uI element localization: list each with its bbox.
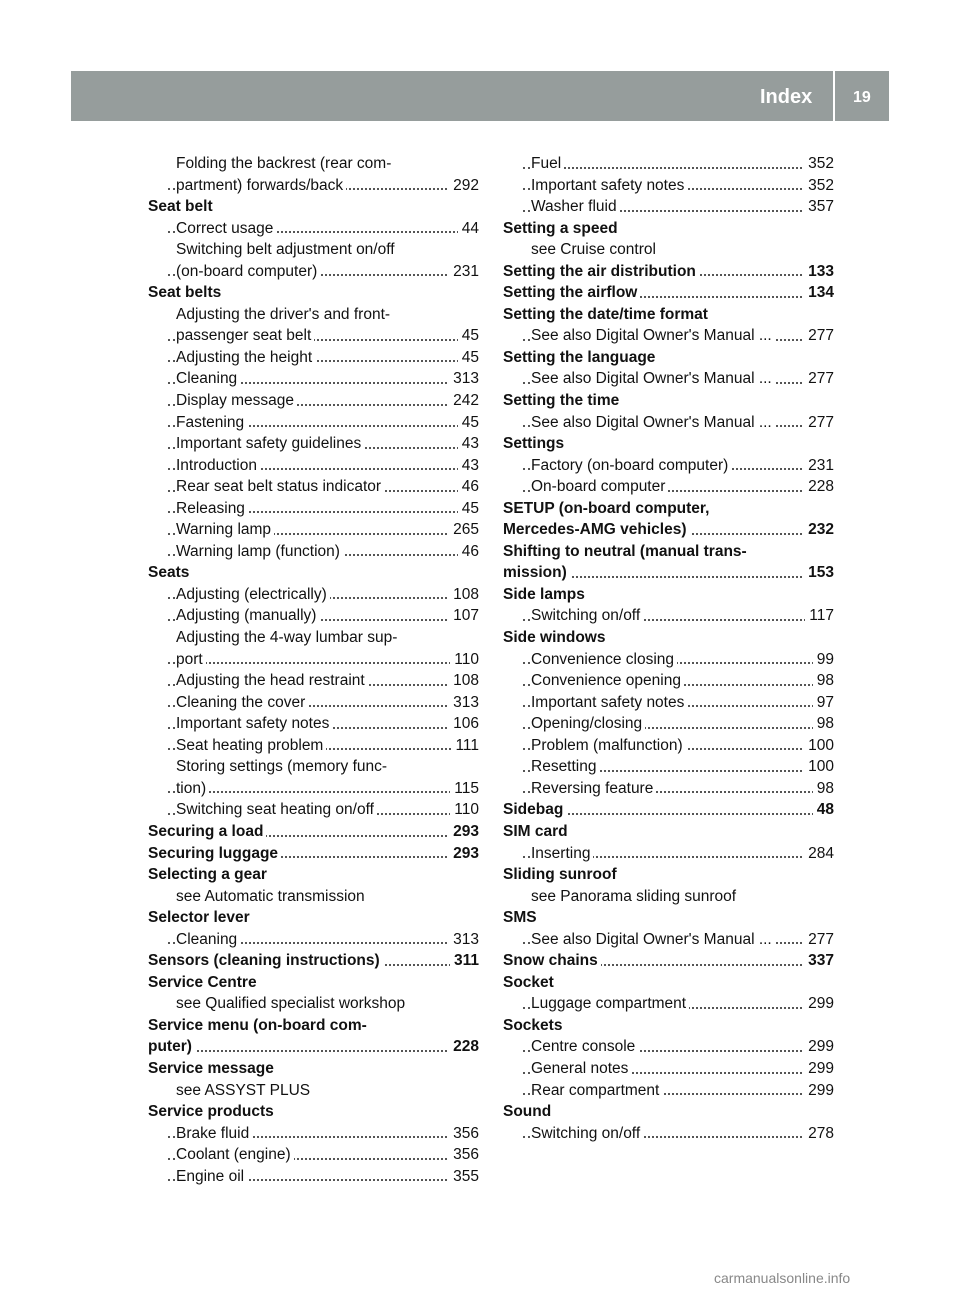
index-entry xyxy=(148,304,479,326)
entry-label: Switching seat heating on/off xyxy=(176,801,377,818)
index-entry xyxy=(148,239,479,261)
index-entry xyxy=(503,886,834,908)
entry-label: Fastening xyxy=(176,414,247,431)
entry-label: Display message xyxy=(176,392,297,409)
entry-label: Adjusting the head restraint xyxy=(176,672,368,689)
entry-label: Switching belt adjustment on/off xyxy=(176,241,398,258)
index-heading xyxy=(503,433,834,455)
index-column-right xyxy=(503,153,834,1144)
index-entry xyxy=(148,735,479,757)
entry-label: Side lamps xyxy=(503,586,588,603)
entry-label: Setting a speed xyxy=(503,220,621,237)
index-entry xyxy=(503,412,834,434)
index-heading xyxy=(503,972,834,994)
page-reference: 43 xyxy=(458,455,479,477)
entry-label: passenger seat belt xyxy=(176,327,314,344)
index-entry xyxy=(148,175,479,197)
entry-label: puter) xyxy=(148,1038,195,1055)
page-reference: 299 xyxy=(804,1036,834,1058)
entry-label: Socket xyxy=(503,974,557,991)
entry-label: Storing settings (memory func- xyxy=(176,758,390,775)
index-heading xyxy=(503,1101,834,1123)
index-entry xyxy=(503,735,834,757)
index-entry xyxy=(503,778,834,800)
entry-label: SETUP (on-board computer, xyxy=(503,500,712,517)
index-entry xyxy=(148,261,479,283)
entry-label: Important safety notes xyxy=(531,177,687,194)
page-number: 19 xyxy=(853,89,871,106)
index-heading xyxy=(503,864,834,886)
page-reference: 99 xyxy=(813,649,834,671)
index-entry xyxy=(503,993,834,1015)
entry-label: Sidebag xyxy=(503,801,566,818)
entry-label: Adjusting (electrically) xyxy=(176,586,330,603)
index-entry xyxy=(148,756,479,778)
page-reference: 278 xyxy=(804,1123,834,1145)
index-entry xyxy=(148,993,479,1015)
index-entry xyxy=(503,756,834,778)
page-reference: 110 xyxy=(450,799,479,821)
index-entry xyxy=(148,713,479,735)
entry-label: Problem (malfunction) xyxy=(531,737,686,754)
entry-label: Seat belts xyxy=(148,284,224,301)
index-entry xyxy=(503,843,834,865)
entry-label: Setting the date/time format xyxy=(503,306,711,323)
page-reference: 117 xyxy=(805,605,834,627)
index-column-left xyxy=(148,153,479,1187)
index-entry xyxy=(148,1144,479,1166)
page-reference: 299 xyxy=(804,1058,834,1080)
index-entry xyxy=(503,476,834,498)
entry-label: Sensors (cleaning instructions) xyxy=(148,952,383,969)
page-reference: 110 xyxy=(450,649,479,671)
entry-label: See also Digital Owner's Manual ... xyxy=(531,327,775,344)
index-entry xyxy=(503,929,834,951)
entry-label: Folding the backrest (rear com- xyxy=(176,155,394,172)
index-entry xyxy=(148,325,479,347)
index-entry xyxy=(148,778,479,800)
entry-label: Coolant (engine) xyxy=(176,1146,294,1163)
page-reference: 313 xyxy=(449,929,479,951)
page-reference: 231 xyxy=(449,261,479,283)
index-entry xyxy=(148,799,479,821)
page-reference: 44 xyxy=(458,218,479,240)
entry-label: Important safety notes xyxy=(176,715,332,732)
entry-label: Selecting a gear xyxy=(148,866,270,883)
page-reference: 231 xyxy=(804,455,834,477)
index-heading xyxy=(148,821,479,843)
index-heading xyxy=(503,347,834,369)
index-entry xyxy=(503,1080,834,1102)
page-reference: 293 xyxy=(449,843,479,865)
page-reference: 133 xyxy=(804,261,834,283)
index-heading xyxy=(148,1015,479,1037)
index-heading xyxy=(148,972,479,994)
page-reference: 311 xyxy=(450,950,479,972)
entry-label: Factory (on-board computer) xyxy=(531,457,731,474)
entry-label: Mercedes-AMG vehicles) xyxy=(503,521,690,538)
page-reference: 98 xyxy=(813,713,834,735)
entry-label: Snow chains xyxy=(503,952,601,969)
entry-label: Sliding sunroof xyxy=(503,866,620,883)
entry-label: Centre console xyxy=(531,1038,638,1055)
entry-label: Sound xyxy=(503,1103,554,1120)
page-reference: 352 xyxy=(804,153,834,175)
page-reference: 153 xyxy=(804,562,834,584)
entry-label: tion) xyxy=(176,780,209,797)
page-reference: 45 xyxy=(458,412,479,434)
index-entry xyxy=(503,455,834,477)
index-entry xyxy=(148,498,479,520)
index-heading xyxy=(148,1036,479,1058)
index-entry xyxy=(148,412,479,434)
page-reference: 106 xyxy=(449,713,479,735)
entry-label: see ASSYST PLUS xyxy=(176,1082,313,1099)
index-entry xyxy=(503,1036,834,1058)
index-entry xyxy=(503,670,834,692)
index-heading xyxy=(503,1015,834,1037)
entry-label: Releasing xyxy=(176,500,248,517)
entry-label: see Automatic transmission xyxy=(176,888,368,905)
index-entry xyxy=(148,1080,479,1102)
index-entry xyxy=(503,1123,834,1145)
entry-label: Engine oil xyxy=(176,1168,247,1185)
page-reference: 48 xyxy=(813,799,834,821)
index-heading xyxy=(503,261,834,283)
entry-label: Shifting to neutral (manual trans- xyxy=(503,543,750,560)
entry-label: See also Digital Owner's Manual ... xyxy=(531,414,775,431)
index-heading xyxy=(148,1058,479,1080)
entry-label: SIM card xyxy=(503,823,571,840)
index-entry xyxy=(148,1123,479,1145)
entry-label: see Cruise control xyxy=(531,241,659,258)
entry-label: Important safety notes xyxy=(531,694,687,711)
index-entry xyxy=(503,605,834,627)
watermark: carmanualsonline.info xyxy=(714,1270,851,1286)
page-reference: 337 xyxy=(804,950,834,972)
index-heading xyxy=(503,218,834,240)
page-reference: 228 xyxy=(449,1036,479,1058)
page-reference: 111 xyxy=(451,735,479,757)
entry-label: Seat belt xyxy=(148,198,216,215)
page-reference: 45 xyxy=(458,498,479,520)
entry-label: Seat heating problem xyxy=(176,737,326,754)
page-reference: 97 xyxy=(813,692,834,714)
index-heading xyxy=(503,907,834,929)
index-heading xyxy=(503,390,834,412)
index-entry xyxy=(503,325,834,347)
entry-label: Securing luggage xyxy=(148,845,281,862)
entry-label: Switching on/off xyxy=(531,607,643,624)
entry-label: Convenience opening xyxy=(531,672,684,689)
page-reference: 108 xyxy=(449,584,479,606)
page-reference: 277 xyxy=(804,412,834,434)
entry-label: Sockets xyxy=(503,1017,565,1034)
index-entry xyxy=(503,649,834,671)
index-heading xyxy=(148,562,479,584)
index-heading xyxy=(148,196,479,218)
index-entry xyxy=(503,1058,834,1080)
entry-label: partment) forwards/back xyxy=(176,177,346,194)
page-reference: 313 xyxy=(449,692,479,714)
index-entry xyxy=(503,713,834,735)
index-entry xyxy=(148,627,479,649)
entry-label: Warning lamp (function) xyxy=(176,543,343,560)
index-heading xyxy=(503,821,834,843)
index-entry xyxy=(148,886,479,908)
entry-label: Cleaning xyxy=(176,370,240,387)
page-reference: 277 xyxy=(804,325,834,347)
page-reference: 46 xyxy=(458,476,479,498)
index-heading xyxy=(148,282,479,304)
entry-label: Washer fluid xyxy=(531,198,620,215)
index-heading xyxy=(148,950,479,972)
index-heading xyxy=(148,843,479,865)
index-entry xyxy=(148,455,479,477)
index-heading xyxy=(503,562,834,584)
page-reference: 115 xyxy=(450,778,479,800)
index-heading xyxy=(148,1101,479,1123)
index-heading xyxy=(503,950,834,972)
entry-label: Rear compartment xyxy=(531,1082,662,1099)
page-reference: 299 xyxy=(804,993,834,1015)
entry-label: Reversing feature xyxy=(531,780,656,797)
page-reference: 277 xyxy=(804,368,834,390)
page-reference: 357 xyxy=(804,196,834,218)
entry-label: mission) xyxy=(503,564,570,581)
entry-label: (on-board computer) xyxy=(176,263,320,280)
entry-label: see Qualified specialist workshop xyxy=(176,995,408,1012)
index-entry xyxy=(503,196,834,218)
index-entry xyxy=(148,218,479,240)
page-reference: 356 xyxy=(449,1123,479,1145)
index-heading xyxy=(148,907,479,929)
page-reference: 277 xyxy=(804,929,834,951)
entry-label: Adjusting the height xyxy=(176,349,315,366)
entry-label: Service products xyxy=(148,1103,277,1120)
page-reference: 107 xyxy=(449,605,479,627)
index-entry xyxy=(148,605,479,627)
index-entry xyxy=(503,692,834,714)
entry-label: Selector lever xyxy=(148,909,253,926)
index-entry xyxy=(148,541,479,563)
entry-label: Switching on/off xyxy=(531,1125,643,1142)
entry-label: SMS xyxy=(503,909,540,926)
page-reference: 292 xyxy=(449,175,479,197)
entry-label: Luggage compartment xyxy=(531,995,689,1012)
index-heading xyxy=(503,304,834,326)
entry-label: Setting the time xyxy=(503,392,622,409)
entry-label: Service Centre xyxy=(148,974,260,991)
entry-label: Adjusting the 4-way lumbar sup- xyxy=(176,629,400,646)
index-entry xyxy=(503,239,834,261)
page-reference: 100 xyxy=(804,756,834,778)
entry-label: Securing a load xyxy=(148,823,266,840)
entry-label: Setting the language xyxy=(503,349,658,366)
index-entry xyxy=(148,692,479,714)
entry-label: port xyxy=(176,651,206,668)
index-entry xyxy=(148,519,479,541)
page-reference: 299 xyxy=(804,1080,834,1102)
index-entry xyxy=(148,929,479,951)
entry-label: Introduction xyxy=(176,457,260,474)
entry-label: Important safety guidelines xyxy=(176,435,364,452)
index-entry xyxy=(148,649,479,671)
section-title: Index xyxy=(760,86,813,108)
entry-label: Rear seat belt status indicator xyxy=(176,478,384,495)
entry-label: Inserting xyxy=(531,845,593,862)
page-reference: 293 xyxy=(449,821,479,843)
index-heading xyxy=(148,864,479,886)
index-heading xyxy=(503,584,834,606)
entry-label: Adjusting the driver's and front- xyxy=(176,306,393,323)
index-entry xyxy=(503,368,834,390)
entry-label: Adjusting (manually) xyxy=(176,607,319,624)
index-heading xyxy=(503,498,834,520)
index-entry xyxy=(148,584,479,606)
entry-label: Brake fluid xyxy=(176,1125,252,1142)
entry-label: Seats xyxy=(148,564,192,581)
page-reference: 242 xyxy=(449,390,479,412)
entry-label: Warning lamp xyxy=(176,521,274,538)
page-reference: 352 xyxy=(804,175,834,197)
index-entry xyxy=(503,175,834,197)
entry-label: See also Digital Owner's Manual ... xyxy=(531,370,775,387)
entry-label: Convenience closing xyxy=(531,651,677,668)
index-entry xyxy=(503,153,834,175)
header-divider xyxy=(833,71,835,121)
entry-label: Side windows xyxy=(503,629,608,646)
entry-label: Cleaning the cover xyxy=(176,694,308,711)
index-heading xyxy=(503,282,834,304)
index-entry xyxy=(148,347,479,369)
index-entry xyxy=(148,390,479,412)
page-reference: 45 xyxy=(458,347,479,369)
page-reference: 265 xyxy=(449,519,479,541)
index-heading xyxy=(503,627,834,649)
index-entry xyxy=(148,476,479,498)
entry-label: Service message xyxy=(148,1060,277,1077)
entry-label: Resetting xyxy=(531,758,599,775)
index-entry xyxy=(148,153,479,175)
page-reference: 228 xyxy=(804,476,834,498)
page-reference: 313 xyxy=(449,368,479,390)
entry-label: General notes xyxy=(531,1060,631,1077)
entry-label: On-board computer xyxy=(531,478,668,495)
page-reference: 284 xyxy=(804,843,834,865)
page-reference: 45 xyxy=(458,325,479,347)
entry-label: Setting the airflow xyxy=(503,284,640,301)
page-reference: 98 xyxy=(813,778,834,800)
page-reference: 134 xyxy=(804,282,834,304)
index-heading xyxy=(503,519,834,541)
entry-label: Correct usage xyxy=(176,220,276,237)
index-entry xyxy=(148,1166,479,1188)
page-reference: 46 xyxy=(458,541,479,563)
entry-label: Fuel xyxy=(531,155,564,172)
entry-label: Settings xyxy=(503,435,567,452)
entry-label: Cleaning xyxy=(176,931,240,948)
entry-label: Opening/closing xyxy=(531,715,645,732)
entry-label: Service menu (on-board com- xyxy=(148,1017,370,1034)
page-reference: 356 xyxy=(449,1144,479,1166)
page-reference: 98 xyxy=(813,670,834,692)
page-reference: 100 xyxy=(804,735,834,757)
page-reference: 355 xyxy=(449,1166,479,1188)
page-reference: 43 xyxy=(458,433,479,455)
entry-label: see Panorama sliding sunroof xyxy=(531,888,739,905)
entry-label: Setting the air distribution xyxy=(503,263,699,280)
index-entry xyxy=(148,368,479,390)
index-heading xyxy=(503,541,834,563)
index-entry xyxy=(148,670,479,692)
index-heading xyxy=(503,799,834,821)
page-reference: 108 xyxy=(449,670,479,692)
page-reference: 232 xyxy=(804,519,834,541)
entry-label: See also Digital Owner's Manual ... xyxy=(531,931,775,948)
index-entry xyxy=(148,433,479,455)
